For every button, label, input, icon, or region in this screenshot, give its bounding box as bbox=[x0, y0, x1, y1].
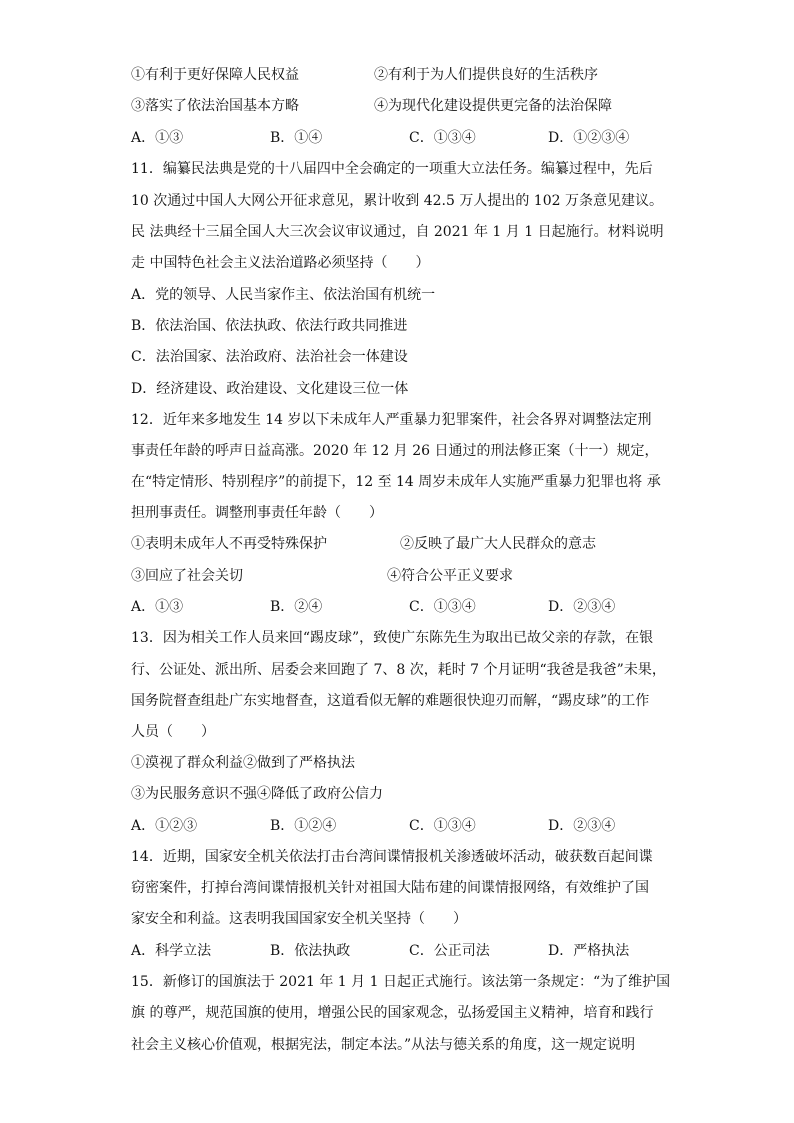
q13-stem-line-4: 人员（ ） bbox=[131, 724, 215, 740]
q10-option-2: ②有利于为人们提供良好的生活秩序 bbox=[374, 67, 598, 83]
q12-choice-d: D．②③④ bbox=[548, 599, 616, 615]
q14-choice-a: A．科学立法 bbox=[131, 943, 212, 959]
q14-choice-c: C．公正司法 bbox=[409, 943, 490, 959]
q12-option-2: ②反映了最广大人民群众的意志 bbox=[400, 536, 596, 552]
q13-choice-c: C．①③④ bbox=[409, 818, 476, 834]
q11-choice-b: B．依法治国、依法执政、依法行政共同推进 bbox=[131, 318, 408, 334]
q13-stem-line-1: 13．因为相关工作人员来回“踢皮球”，致使广东陈先生为取出已故父亲的存款，在银 bbox=[131, 630, 654, 646]
q13-choice-d: D．②③④ bbox=[548, 818, 616, 834]
q11-choice-d: D．经济建设、政治建设、文化建设三位一体 bbox=[131, 381, 409, 397]
q15-stem-line-1: 15．新修订的国旗法于 2021 年 1 月 1 日起正式施行。该法第一条规定：“为了维护国 bbox=[131, 974, 671, 990]
q12-option-1: ①表明未成年人不再受特殊保护 bbox=[131, 536, 327, 552]
q12-choice-b: B．②④ bbox=[270, 599, 323, 615]
q13-choice-a: A．①②③ bbox=[131, 818, 198, 834]
q13-options-3-4: ③为民服务意识不强④降低了政府公信力 bbox=[131, 786, 383, 802]
q12-option-3: ③回应了社会关切 bbox=[131, 568, 243, 584]
q10-option-3: ③落实了依法治国基本方略 bbox=[131, 98, 299, 114]
q14-stem-line-1: 14．近期，国家安全机关依法打击台湾间谍情报机关渗透破坏活动，破获数百起间谍 bbox=[131, 849, 653, 865]
q13-stem-line-3: 国务院督查组赴广东实地督查，这道看似无解的难题很快迎刃而解，“踢皮球”的工作 bbox=[131, 693, 650, 709]
q12-choice-a: A．①③ bbox=[131, 599, 184, 615]
q12-stem-line-2: 事责任年龄的呼声日益高涨。2020 年 12 月 26 日通过的刑法修正案（十一）规定， bbox=[131, 443, 659, 459]
q10-choice-b: B．①④ bbox=[270, 130, 323, 146]
q15-stem-line-3: 社会主义核心价值观，根据宪法，制定本法。”从法与德关系的角度，这一规定说明 bbox=[131, 1037, 636, 1053]
q13-choice-b: B．①②④ bbox=[270, 818, 337, 834]
q13-options-1-2: ①漠视了群众利益②做到了严格执法 bbox=[131, 755, 355, 771]
q10-choice-c: C．①③④ bbox=[409, 130, 476, 146]
q11-stem-line-1: 11．编纂民法典是党的十八届四中全会确定的一项重大立法任务。编纂过程中，先后 bbox=[131, 161, 653, 177]
q14-stem-line-2: 窃密案件，打掉台湾间谍情报机关针对祖国大陆布建的间谍情报网络，有效维护了国 bbox=[131, 880, 649, 896]
q12-option-4: ④符合公平正义要求 bbox=[387, 568, 513, 584]
q11-stem-line-3: 民 法典经十三届全国人大三次会议审议通过，自 2021 年 1 月 1 日起施行。材料说明 bbox=[131, 224, 664, 240]
q10-choice-a: A．①③ bbox=[131, 130, 184, 146]
q14-choice-d: D．严格执法 bbox=[548, 943, 630, 959]
q14-choice-b: B．依法执政 bbox=[270, 943, 351, 959]
q15-stem-line-2: 旗 的尊严，规范国旗的使用，增强公民的国家观念，弘扬爱国主义精神，培育和践行 bbox=[131, 1005, 654, 1021]
q10-option-1: ①有利于更好保障人民权益 bbox=[131, 67, 299, 83]
q11-stem-line-2: 10 次通过中国人大网公开征求意见，累计收到 42.5 万人提出的 102 万条意见建议。 bbox=[131, 193, 663, 209]
q10-option-4: ④为现代化建设提供更完备的法治保障 bbox=[374, 98, 612, 114]
q10-choice-d: D．①②③④ bbox=[548, 130, 630, 146]
q14-stem-line-3: 家安全和利益。这表明我国国家安全机关坚持（ ） bbox=[131, 911, 467, 927]
q12-choice-c: C．①③④ bbox=[409, 599, 476, 615]
q11-stem-line-4: 走 中国特色社会主义法治道路必须坚持（ ） bbox=[131, 255, 430, 271]
q11-choice-c: C．法治国家、法治政府、法治社会一体建设 bbox=[131, 349, 408, 365]
q12-stem-line-1: 12．近年来多地发生 14 岁以下未成年人严重暴力犯罪案件，社会各界对调整法定刑 bbox=[131, 412, 652, 428]
q13-stem-line-2: 行、公证处、派出所、居委会来回跑了 7、8 次，耗时 7 个月证明“我爸是我爸”未果， bbox=[131, 662, 666, 678]
q12-stem-line-4: 担刑事责任。调整刑事责任年龄（ ） bbox=[131, 505, 383, 521]
q12-stem-line-3: 在“特定情形、特别程序”的前提下，12 至 14 周岁未成年人实施严重暴力犯罪也将 承 bbox=[131, 474, 661, 490]
q11-choice-a: A．党的领导、人民当家作主、依法治国有机统一 bbox=[131, 287, 436, 303]
